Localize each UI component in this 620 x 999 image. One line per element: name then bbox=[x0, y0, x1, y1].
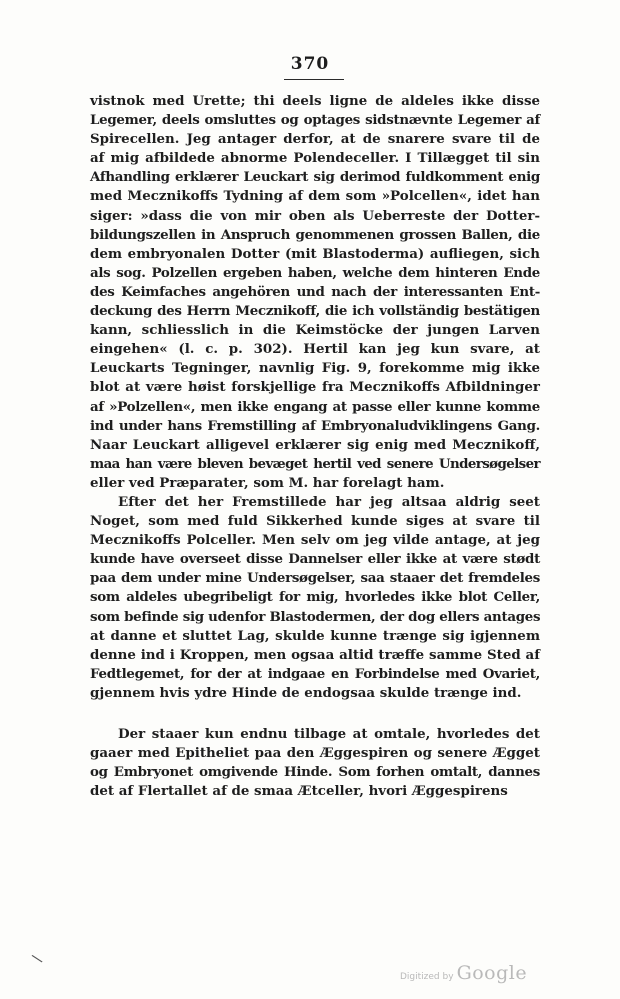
body-text bbox=[90, 92, 540, 801]
text-line: als sog. Polzellen ergeben haben, welche dem hinteren Ende bbox=[90, 264, 540, 281]
text-line: af mig afbildede abnorme Polendeceller. I Tillægget til sin bbox=[90, 150, 540, 167]
text-line: paa dem under mine Undersøgelser, saa staaer det fremdeles bbox=[90, 570, 540, 587]
text-line: Legemer, deels omsluttes og optages sidstnævnte Legemer af bbox=[90, 112, 540, 129]
paragraph-gap bbox=[90, 703, 540, 725]
text-line: dem embryonalen Dotter (mit Blastoderma) aufliegen, sich bbox=[90, 245, 540, 262]
page-number: 370 bbox=[290, 54, 330, 74]
text-line: det af Flertallet af de smaa Ætceller, hvori Æggespirens bbox=[90, 783, 508, 800]
text-line: gaaer med Epitheliet paa den Æggespiren og senere Ægget bbox=[90, 745, 540, 762]
text-line: vistnok med Urette; thi deels ligne de aldeles ikke disse bbox=[90, 93, 540, 109]
text-line: kann, schliesslich in die Keimstöcke der jungen Larven bbox=[90, 322, 540, 339]
text-line: Fedtlegemet, for der at indgaae en Forbindelse med Ovariet, bbox=[90, 665, 540, 682]
text-line: Noget, som med fuld Sikkerhed kunde siges at svare til bbox=[90, 513, 540, 530]
text-line: blot at være høist forskjellige fra Mecznikoffs Afbildninger bbox=[90, 379, 540, 396]
text-line: og Embryonet omgivende Hinde. Som forhen omtalt, dannes bbox=[90, 764, 540, 781]
text-line: Efter det her Fremstillede har jeg altsaa aldrig seet bbox=[118, 493, 540, 510]
text-line: deckung des Herrn Mecznikoff, die ich vollständig bestätigen bbox=[90, 303, 540, 320]
text-line: at danne et sluttet Lag, skulde kunne trænge sig igjennem bbox=[90, 627, 540, 644]
text-line: bildungszellen in Anspruch genommenen grossen Ballen, die bbox=[90, 226, 540, 243]
google-logo: Google bbox=[456, 962, 528, 984]
text-line: som befinde sig udenfor Blastodermen, der dog ellers antages bbox=[90, 608, 541, 625]
text-line: Der staaer kun endnu tilbage at omtale, hvorledes det bbox=[118, 726, 540, 742]
text-line: Spirecellen. Jeg antager derfor, at de snarere svare til de bbox=[90, 131, 540, 148]
digitized-watermark bbox=[400, 962, 527, 984]
text-line: des Keimfaches angehören und nach der interessanten Ent- bbox=[90, 283, 540, 300]
text-line: gjennem hvis ydre Hinde de endogsaa skulde trænge ind. bbox=[90, 684, 522, 701]
paragraph bbox=[90, 493, 540, 703]
text-line: kunde have overseet disse Dannelser eller ikke at være stødt bbox=[90, 551, 540, 568]
text-line: Naar Leuckart alligevel erklærer sig enig med Mecznikoff, bbox=[90, 436, 540, 453]
text-line: siger: »dass die von mir oben als Ueberreste der Dotter- bbox=[90, 207, 540, 224]
text-line: med Mecznikoffs Tydning af dem som »Polcellen«, idet han bbox=[90, 188, 540, 205]
text-line: denne ind i Kroppen, men ogsaa altid træffe samme Sted af bbox=[90, 646, 540, 663]
text-line: eingehen« (l. c. p. 302). Hertil kan jeg kun svare, at bbox=[90, 341, 540, 358]
text-line: eller ved Præparater, som M. har forelagt ham. bbox=[90, 474, 445, 491]
text-line: maa han være bleven bevæget hertil ved senere Undersøgelser bbox=[90, 455, 540, 472]
paragraph bbox=[90, 92, 540, 493]
stray-mark: \ bbox=[30, 951, 45, 967]
text-line: Afhandling erklærer Leuckart sig derimod fuldkomment enig bbox=[90, 169, 540, 186]
text-line: Mecznikoffs Polceller. Men selv om jeg vilde antage, at jeg bbox=[90, 532, 540, 549]
text-line: af »Polzellen«, men ikke engang at passe eller kunne komme bbox=[90, 398, 540, 415]
paragraph bbox=[90, 725, 540, 801]
page-number-rule bbox=[284, 79, 344, 80]
text-line: som aldeles ubegribeligt for mig, hvorledes ikke blot Celler, bbox=[90, 589, 540, 606]
text-line: Leuckarts Tegninger, navnlig Fig. 9, forekomme mig ikke bbox=[90, 360, 540, 377]
text-line: ind under hans Fremstilling af Embryonaludviklingens Gang. bbox=[90, 417, 540, 434]
watermark-prefix: Digitized by bbox=[400, 972, 454, 982]
